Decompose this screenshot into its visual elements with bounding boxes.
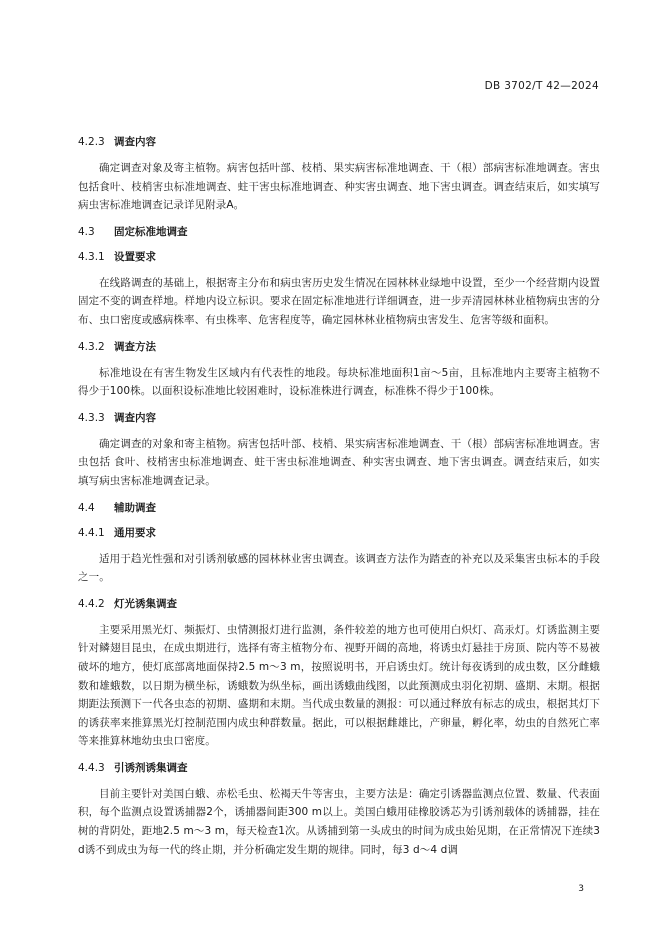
paragraph: 标准地设在有害生物发生区域内有代表性的地段。每块标准地面积1亩～5亩，且标准地内主要寄主植物不得少于100株。以面积设标准地比较困难时，设标准株进行调查，标准株不得少于100株。 <box>78 366 600 398</box>
section-title: 固定标准地调查 <box>114 225 188 238</box>
section-title: 通用要求 <box>114 526 156 539</box>
paragraph: 目前主要针对美国白蛾、赤松毛虫、松褐天牛等害虫，主要方法是：确定引诱器监测点位置、数量、代表面积，每个监测点设置诱捕器2个，诱捕器间距300 m以上。美国白蛾用硅橡胶诱芯为引诱剂载体的诱捕器，挂在树的背阴处，距地2.5 m～3 m，每天检查1次。从诱捕到第一头成虫的时间为成虫始见期，在正常情况下连续3 d诱不到成虫为每一代的终止期，并分析确定发生期的规律。同时，每3 d～4 d调 <box>78 787 600 856</box>
paragraph: 确定调查对象及寄主植物。病害包括叶部、枝梢、果实病害标准地调查、干（根）部病害标准地调查。害虫包括食叶、枝梢害虫标准地调查、蛀干害虫标准地调查、种实害虫调查、地下害虫调查。调查结束后，如实填写病虫害标准地调查记录详见附录A。 <box>78 162 600 212</box>
section-title: 调查内容 <box>114 411 156 424</box>
section-heading-4-3-3 <box>78 410 600 426</box>
section-heading-4-2-3 <box>78 134 600 150</box>
section-title: 引诱剂诱集调查 <box>114 761 188 774</box>
section-heading-4-3 <box>78 224 600 240</box>
section-number: 4.4.1 <box>78 526 105 539</box>
section-heading-4-4-1 <box>78 525 600 541</box>
section-number: 4.2.3 <box>78 136 105 148</box>
section-number: 4.4.2 <box>78 597 105 610</box>
section-title: 设置要求 <box>114 250 156 263</box>
paragraph: 确定调查的对象和寄主植物。病害包括叶部、枝梢、果实病害标准地调查、干（根）部病害标准地调查。害虫包括 食叶、枝梢害虫标准地调查、蛀干害虫标准地调查、种实害虫调查、地下害虫调查。调查结束后，如实填写病虫害标准地调查记录。 <box>78 437 600 487</box>
document-code: DB 3702/T 42—2024 <box>484 80 599 92</box>
section-number: 4.3.2 <box>78 340 105 353</box>
page-number: 3 <box>578 884 584 894</box>
section-heading-4-4-3 <box>78 760 600 776</box>
section-title: 辅助调查 <box>114 501 156 514</box>
section-title: 调查内容 <box>114 136 156 148</box>
section-heading-4-3-1 <box>78 249 600 265</box>
paragraph: 主要采用黑光灯、频振灯、虫情测报灯进行监测，条件较差的地方也可使用白炽灯、高汞灯。灯诱监测主要针对鳞翅目昆虫，在成虫期进行，选择有寄主植物分布、视野开阔的高地，将诱虫灯悬挂于房顶、院内等不易被破坏的地方，使灯底部离地面保持2.5 m～3 m，按照说明书，开启诱虫灯。统计每夜诱到的成虫数，区分雌蛾数和雄蛾数，以日期为横坐标，诱蛾数为纵坐标，画出诱蛾曲线图，以此预测成虫羽化初期、盛期、末期。根据期距法预测下一代各虫态的初期、盛期和末期。当代成虫数量的测报：可以通过释放有标志的成虫，根据其灯下的诱获率来推算黑光灯控制范围内成虫种群数量。据此，可以根据雌雄比，产卵量，孵化率，幼虫的自然死亡率等来推算林地幼虫虫口密度。 <box>78 623 600 748</box>
section-title: 调查方法 <box>114 340 156 353</box>
section-title: 灯光诱集调查 <box>114 597 177 610</box>
section-heading-4-3-2 <box>78 339 600 355</box>
document-body <box>78 134 600 868</box>
section-heading-4-4-2 <box>78 596 600 612</box>
section-number: 4.4 <box>78 501 95 514</box>
paragraph: 适用于趋光性强和对引诱剂敏感的园林林业害虫调查。该调查方法作为踏查的补充以及采集害虫标本的手段之一。 <box>78 552 600 584</box>
section-number: 4.4.3 <box>78 761 105 774</box>
section-number: 4.3.3 <box>78 411 105 424</box>
paragraph: 在线路调查的基础上，根据寄主分布和病虫害历史发生情况在园林林业绿地中设置，至少一个经营期内设置固定不变的调查样地。样地内设立标识。要求在固定标准地进行详细调查，进一步弄清园林林业植物病虫害的分布、虫口密度或感病株率、有虫株率、危害程度等，确定园林林业植物病虫害发生、危害等级和面积。 <box>78 276 600 326</box>
section-number: 4.3.1 <box>78 250 105 263</box>
section-heading-4-4 <box>78 500 600 516</box>
section-number: 4.3 <box>78 225 95 238</box>
